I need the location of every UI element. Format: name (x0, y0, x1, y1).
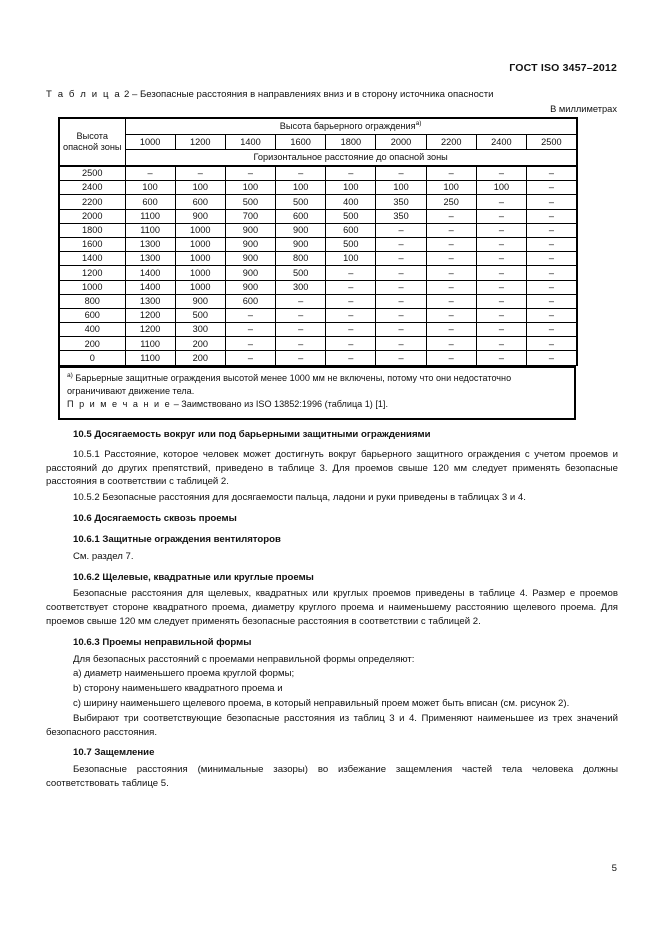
table-body (59, 166, 577, 365)
column-header-1600: 1600 (276, 135, 326, 150)
cell: 600 (225, 294, 275, 308)
footnote-marker: а) (67, 371, 73, 379)
cell: 900 (175, 294, 225, 308)
cell: – (527, 280, 577, 294)
cell: 700 (225, 209, 275, 223)
cell: – (426, 337, 476, 351)
cell: 1300 (125, 294, 175, 308)
column-group-header-text: Высота барьерного ограждения (279, 121, 416, 132)
cell: 500 (276, 195, 326, 209)
cell: – (476, 252, 526, 266)
note-label: П р и м е ч а н и е (67, 399, 172, 410)
cell: – (426, 237, 476, 251)
cell: – (376, 166, 426, 181)
cell: 100 (276, 181, 326, 195)
note-text: – Заимствовано из ISO 13852:1996 (таблица 1) [1]. (173, 399, 388, 410)
column-header-2200: 2200 (426, 135, 476, 150)
cell: – (326, 351, 376, 365)
cell: 1200 (125, 323, 175, 337)
cell: – (426, 209, 476, 223)
cell: – (326, 166, 376, 181)
cell: – (476, 280, 526, 294)
table-row (59, 351, 577, 365)
cell: – (527, 223, 577, 237)
table-row (59, 166, 577, 181)
cell: – (175, 166, 225, 181)
table-row (59, 323, 577, 337)
column-header-1000: 1000 (125, 135, 175, 150)
table-row (59, 195, 577, 209)
table-caption-number: 2 (123, 89, 130, 100)
cell: 300 (276, 280, 326, 294)
cell: – (426, 280, 476, 294)
row-label-1600: 1600 (59, 237, 125, 251)
row-label-1200: 1200 (59, 266, 125, 280)
cell: 350 (376, 209, 426, 223)
cell: – (426, 266, 476, 280)
cell: 200 (175, 337, 225, 351)
table-caption (46, 89, 493, 100)
heading-10-6-2: 10.6.2 Щелевые, квадратные или круглые проемы (73, 571, 314, 583)
cell: 100 (476, 181, 526, 195)
paragraph-10-6-3-intro: Для безопасных расстояний с проемами неправильной формы определяют: (73, 653, 415, 665)
row-label-1000: 1000 (59, 280, 125, 294)
cell: 100 (376, 181, 426, 195)
table-caption-prefix: Т а б л и ц а (46, 89, 122, 100)
cell: – (476, 166, 526, 181)
table-head-row-values (59, 135, 577, 150)
cell: – (326, 308, 376, 322)
cell: – (276, 337, 326, 351)
cell: – (476, 294, 526, 308)
cell: 1100 (125, 223, 175, 237)
cell: – (376, 337, 426, 351)
row-label-200: 200 (59, 337, 125, 351)
cell: 100 (175, 181, 225, 195)
paragraph-10-6-2: Безопасные расстояния для щелевых, квадратных или круглых проемов приведены в таблице 4. Размер e проемов соответствует стороне квадратного проема, диаметру круглого проема и наименьшему расстоянию щелевого проема. Для проемов свыше 120 мм следует применять безопасные расстояния в соответствии с таблицей 2. (46, 588, 618, 627)
cell: 1100 (125, 337, 175, 351)
cell: – (276, 294, 326, 308)
cell: – (276, 323, 326, 337)
cell: – (476, 266, 526, 280)
cell: 900 (225, 280, 275, 294)
cell: – (426, 252, 476, 266)
cell: – (426, 308, 476, 322)
cell: 1000 (175, 280, 225, 294)
cell: – (326, 337, 376, 351)
table-row (59, 294, 577, 308)
cell: 800 (276, 252, 326, 266)
column-header-2000: 2000 (376, 135, 426, 150)
table-caption-dash: – (131, 89, 138, 100)
cell: 600 (125, 195, 175, 209)
cell: 500 (175, 308, 225, 322)
cell: – (376, 266, 426, 280)
cell: 900 (225, 252, 275, 266)
cell: 1200 (125, 308, 175, 322)
paragraph-10-7: Безопасные расстояния (минимальные зазоры) во избежание защемления частей тела человека должны соответствовать таблице 5. (46, 764, 618, 790)
cell: – (476, 237, 526, 251)
column-header-2400: 2400 (476, 135, 526, 150)
table-caption-text: Безопасные расстояния в направлениях вниз и в сторону источника опасности (139, 89, 494, 100)
row-label-2500: 2500 (59, 166, 125, 181)
cell: 100 (326, 181, 376, 195)
cell: – (426, 294, 476, 308)
cell: – (527, 308, 577, 322)
list-item-b: b) сторону наименьшего квадратного проема и (73, 683, 283, 695)
cell: – (276, 166, 326, 181)
page-number: 5 (611, 863, 617, 874)
cell: – (376, 280, 426, 294)
row-label-400: 400 (59, 323, 125, 337)
cell: – (476, 351, 526, 365)
cell: – (376, 351, 426, 365)
cell: 200 (175, 351, 225, 365)
table-footnote (67, 372, 567, 398)
paragraph-10-6-1: См. раздел 7. (73, 550, 134, 562)
cell: 1000 (175, 266, 225, 280)
list-item-a: a) диаметр наименьшего проема круглой формы; (73, 668, 295, 680)
cell: – (376, 237, 426, 251)
column-header-1200: 1200 (175, 135, 225, 150)
cell: – (225, 166, 275, 181)
table-row (59, 337, 577, 351)
cell: 900 (175, 209, 225, 223)
cell: 1000 (175, 252, 225, 266)
cell: – (225, 337, 275, 351)
cell: 1100 (125, 209, 175, 223)
heading-10-7: 10.7 Защемление (73, 747, 155, 759)
row-label-2200: 2200 (59, 195, 125, 209)
table-note (67, 398, 567, 411)
paragraph-10-5-1: 10.5.1 Расстояние, которое человек может достигнуть вокруг барьерного защитного ограждения с учетом проемов и расстояний до других препятствий, приведено в таблице 3. Для проемов свыше 120 мм следует применять безопасные расстояния в соответствии с таблицей 2. (46, 448, 618, 488)
cell: 500 (326, 237, 376, 251)
heading-10-6: 10.6 Досягаемость сквозь проемы (73, 513, 237, 525)
safety-distance-table-wrapper (58, 117, 576, 420)
paragraph-10-6-3-closing: Выбирают три соответствующие безопасные расстояния из таблиц 3 и 4. Применяют наименьшее из трех значений безопасного расстояния. (46, 712, 618, 738)
cell: 600 (326, 223, 376, 237)
column-group-header (125, 118, 577, 135)
cell: – (476, 337, 526, 351)
cell: 100 (326, 252, 376, 266)
cell: – (326, 280, 376, 294)
list-item-c: c) ширину наименьшего щелевого проема, в который неправильный проем может быть вписан (см. рисунок 2). (73, 698, 570, 709)
cell: 900 (276, 223, 326, 237)
cell: 1100 (125, 351, 175, 365)
cell: – (527, 166, 577, 181)
cell: 100 (426, 181, 476, 195)
row-label-2400: 2400 (59, 181, 125, 195)
cell: 250 (426, 195, 476, 209)
cell: 900 (225, 237, 275, 251)
cell: 100 (225, 181, 275, 195)
cell: 1000 (175, 237, 225, 251)
cell: 900 (225, 223, 275, 237)
cell: 500 (225, 195, 275, 209)
cell: – (527, 237, 577, 251)
cell: – (476, 308, 526, 322)
body-copy (46, 420, 618, 793)
cell: – (527, 323, 577, 337)
cell: – (376, 223, 426, 237)
safety-distance-table (58, 117, 578, 366)
cell: 600 (276, 209, 326, 223)
cell: – (527, 252, 577, 266)
cell: – (426, 166, 476, 181)
table-head-row-band (59, 150, 577, 167)
cell: – (527, 294, 577, 308)
cell: – (476, 209, 526, 223)
table-row (59, 266, 577, 280)
cell: – (376, 294, 426, 308)
cell: – (326, 266, 376, 280)
cell: – (476, 223, 526, 237)
paragraph-10-5-2: 10.5.2 Безопасные расстояния для досягаемости пальца, ладони и руки приведены в таблицах 3 и 4. (73, 492, 526, 504)
cell: – (426, 223, 476, 237)
cell: – (376, 308, 426, 322)
column-header-1800: 1800 (326, 135, 376, 150)
column-group-footnote-marker: а) (415, 120, 422, 128)
cell: – (225, 308, 275, 322)
cell: – (376, 323, 426, 337)
cell: – (527, 181, 577, 195)
cell: – (326, 323, 376, 337)
cell: 600 (175, 195, 225, 209)
row-label-1400: 1400 (59, 252, 125, 266)
row-label-600: 600 (59, 308, 125, 322)
table-row (59, 209, 577, 223)
band-header: Горизонтальное расстояние до опасной зоны (125, 150, 577, 167)
cell: – (276, 351, 326, 365)
cell: 300 (175, 323, 225, 337)
row-header-label: Высота опасной зоны (59, 118, 125, 166)
cell: – (426, 351, 476, 365)
heading-10-6-3: 10.6.3 Проемы неправильной формы (73, 636, 252, 648)
table-row (59, 252, 577, 266)
row-label-800: 800 (59, 294, 125, 308)
cell: – (225, 351, 275, 365)
cell: – (527, 195, 577, 209)
cell: – (225, 323, 275, 337)
table-row (59, 223, 577, 237)
cell: – (376, 252, 426, 266)
row-label-2000: 2000 (59, 209, 125, 223)
cell: – (125, 166, 175, 181)
table-footnote-block (58, 366, 576, 421)
cell: 1400 (125, 266, 175, 280)
cell: – (476, 195, 526, 209)
cell: 900 (225, 266, 275, 280)
cell: 350 (376, 195, 426, 209)
cell: – (326, 294, 376, 308)
column-header-1400: 1400 (225, 135, 275, 150)
cell: 500 (326, 209, 376, 223)
column-header-2500: 2500 (527, 135, 577, 150)
table-head-row-group (59, 118, 577, 135)
table-row (59, 181, 577, 195)
units-note: В миллиметрах (550, 104, 617, 114)
cell: – (527, 209, 577, 223)
table-row (59, 280, 577, 294)
row-label-0: 0 (59, 351, 125, 365)
standard-header: ГОСТ ISO 3457–2012 (509, 62, 617, 74)
cell: – (476, 323, 526, 337)
cell: – (527, 351, 577, 365)
cell: – (527, 337, 577, 351)
heading-10-5: 10.5 Досягаемость вокруг или под барьерными защитными ограждениями (73, 429, 431, 440)
cell: 1000 (175, 223, 225, 237)
cell: – (276, 308, 326, 322)
cell: – (426, 323, 476, 337)
cell: 100 (125, 181, 175, 195)
row-label-1800: 1800 (59, 223, 125, 237)
cell: 900 (276, 237, 326, 251)
table-head (59, 118, 577, 166)
footnote-text: Барьерные защитные ограждения высотой менее 1000 мм не включены, потому что они недостаточно ограничивают движение тела. (67, 372, 512, 396)
cell: 500 (276, 266, 326, 280)
cell: 1300 (125, 252, 175, 266)
cell: 1400 (125, 280, 175, 294)
cell: 1300 (125, 237, 175, 251)
table-row (59, 308, 577, 322)
table-row (59, 237, 577, 251)
cell: – (527, 266, 577, 280)
cell: 400 (326, 195, 376, 209)
heading-10-6-1: 10.6.1 Защитные ограждения вентиляторов (73, 533, 281, 545)
